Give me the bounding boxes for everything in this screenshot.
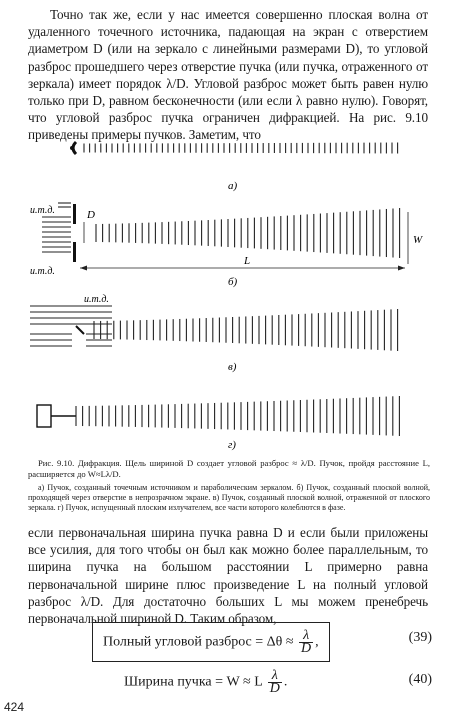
equation-40-tail: .: [283, 674, 288, 690]
equation-39-text: Полный угловой разброс = Δθ ≈: [103, 634, 294, 650]
panel-a-point-source-beam: [70, 142, 398, 192]
panel-label-c: в): [228, 361, 237, 373]
equation-40-body: [124, 670, 287, 695]
panel-b-aperture-beam: [30, 203, 423, 288]
equation-40-text: Ширина пучка = W ≈ L: [124, 674, 263, 690]
panel-c-mirror-beam: [30, 294, 398, 373]
equation-39-denominator: D: [301, 641, 312, 656]
equation-40-numerator: λ: [271, 668, 278, 683]
equation-40-denominator: D: [269, 681, 280, 696]
equation-39-numerator: λ: [303, 628, 310, 643]
panel-label-a: а): [228, 180, 238, 192]
page-number: 424: [4, 700, 25, 714]
panel-label-d: г): [228, 439, 236, 451]
label-itd-c: и.т.д.: [84, 294, 109, 305]
panel-d-flat-emitter-beam: [37, 396, 399, 451]
equation-39-fraction: [299, 630, 313, 655]
opaque-screen-gap: [72, 224, 77, 242]
figure-caption: Рис. 9.10. Дифракция. Щель шириной D создает угловой разброс ≈ λ/D. Пучок, пройдя расстояние L, расширяется до W≈Lλ/D.: [28, 458, 430, 479]
label-itd-bottom: и.т.д.: [30, 266, 55, 277]
flat-emitter-icon: [37, 405, 51, 427]
equation-40-number: (40): [408, 672, 432, 687]
label-itd-top: и.т.д.: [30, 205, 55, 216]
flat-mirror: [76, 326, 84, 334]
equation-39-number: (39): [408, 630, 432, 645]
body-paragraph-1: Точно так же, если у нас имеется совершенно плоская волна от удаленного точечного источника, падающая на экран с отверстием диаметром D (или на зеркало с линейными размерами D), то угловой разброс прошедшего через отверстие пучка (или пучка, отраженного от зеркала) имеет порядок λ/D. Угловой разброс может быть равен нулю только при D, равном бесконечности (или если λ равно нулю). Говорят, что угловой разброс пучка ограничен дифракцией. На рис. 9.10 приведены примеры пучков. Заметим, что: [28, 7, 428, 143]
figure-subcaption: а) Пучок, созданный точечным источником и параболическим зеркалом. б) Пучок, созданный плоской волной, проходящей через отверстие в непрозрачном экране. в) Пучок, созданный плоской волной, отраженной от плоского зеркала. г) Пучок, испущенный плоским излучателем, все части которого колеблются в фазе.: [28, 483, 430, 512]
equation-39-box: [92, 622, 330, 662]
point-source-icon: [70, 146, 74, 150]
label-L: L: [244, 255, 251, 267]
label-W: W: [413, 234, 423, 246]
label-D: D: [87, 209, 95, 221]
equation-39-tail: ,: [315, 634, 319, 650]
panel-label-b: б): [228, 276, 238, 288]
equation-40: [28, 664, 432, 704]
equation-40-fraction: [268, 670, 282, 695]
body-paragraph-2: если первоначальная ширина пучка равна D и если были приложены все усилия, для того чтобы он был как можно более параллельным, то ширина пучка на большом расстоянии L примерно равна первоначальной ширине плюс произведение L на полный угловой разброс λ/D. Для достаточно больших L мы можем пренебречь первоначальной шириной D. Таким образом,: [28, 525, 428, 627]
equation-39: [28, 622, 432, 662]
